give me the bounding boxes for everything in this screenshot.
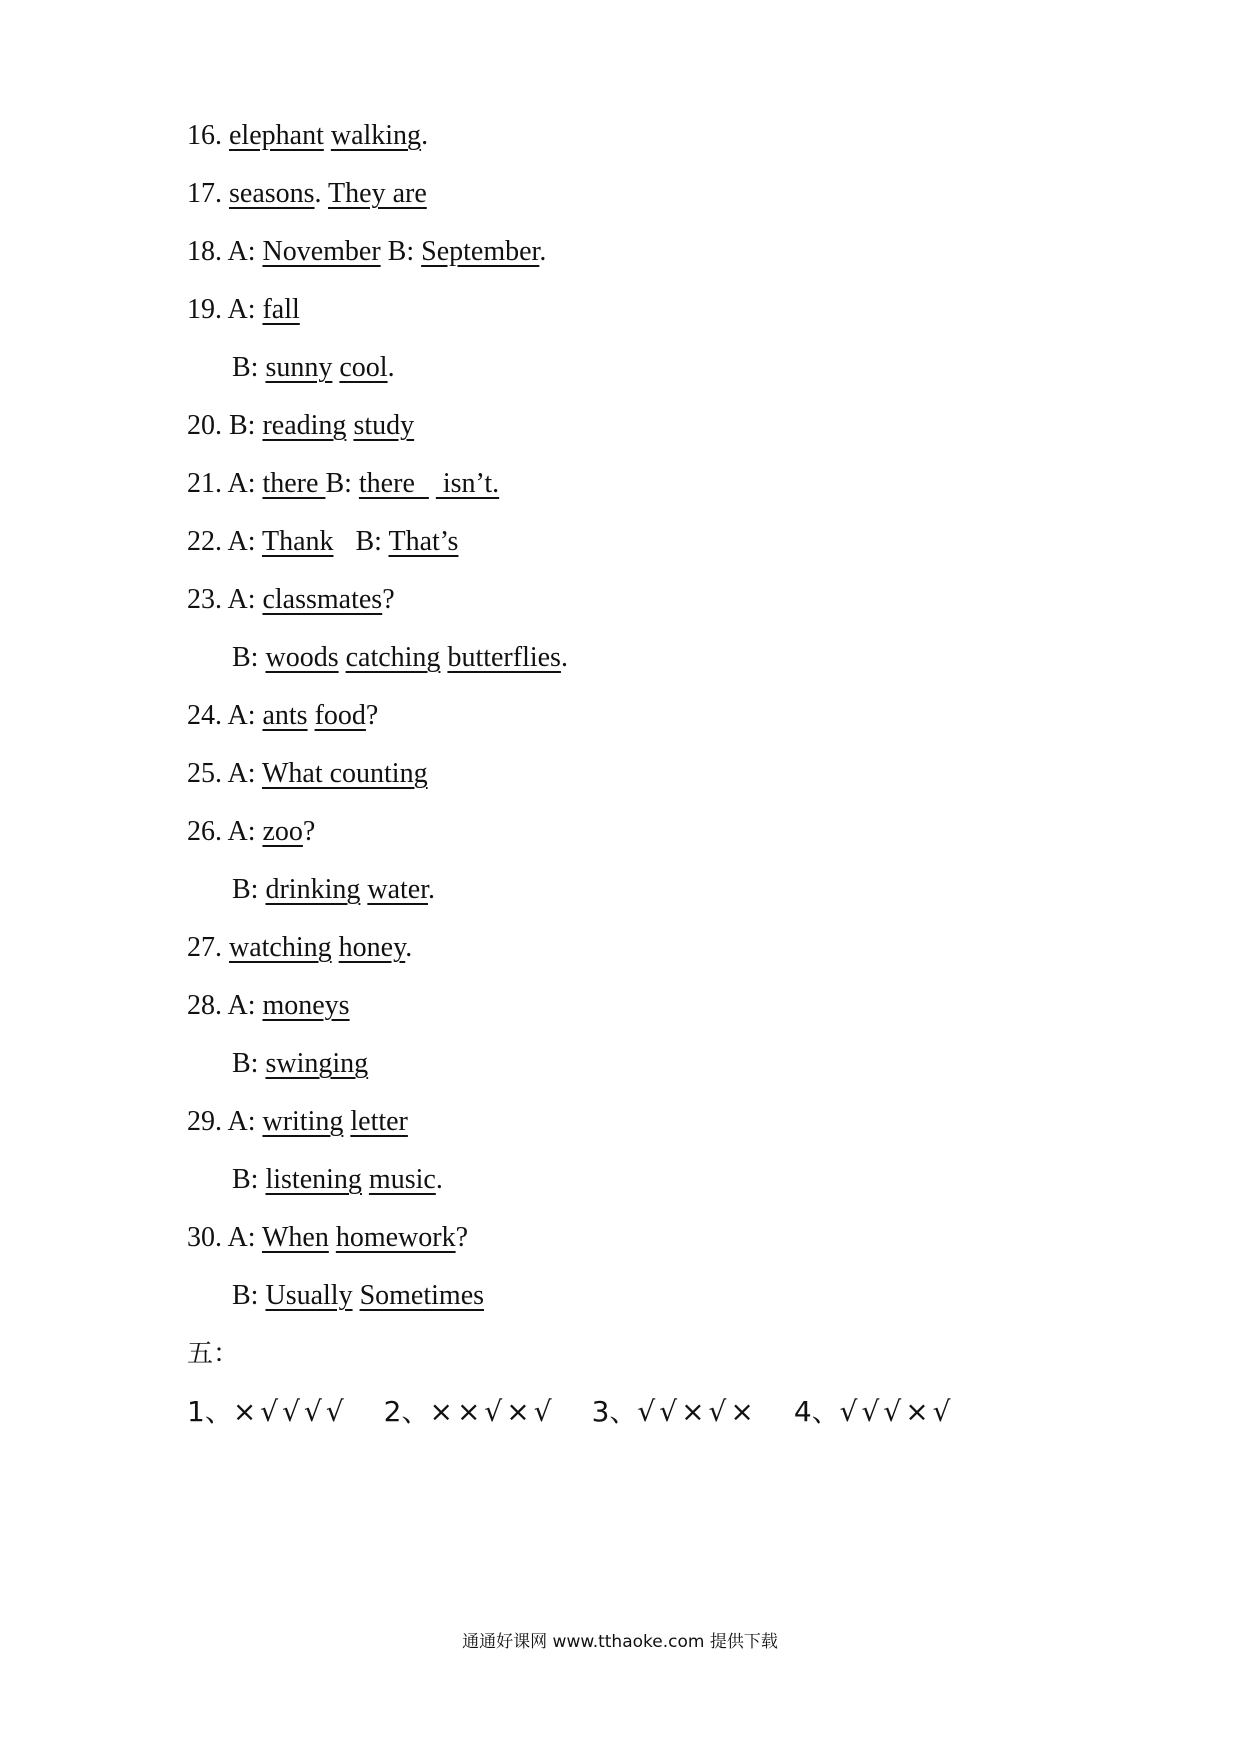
answer-word: They are (328, 178, 427, 209)
punctuation: . (428, 874, 435, 905)
answer-word: Thank (261, 526, 334, 557)
question-number: 25. (187, 758, 222, 789)
answer-word: isn’t. (435, 468, 500, 499)
answer-word: watching (229, 932, 332, 963)
question-number: 21. (187, 468, 222, 499)
answer-word: honey (338, 932, 406, 963)
answer-line-26a (187, 812, 315, 852)
answer-line-29a (187, 1102, 408, 1142)
answer-word: walking (330, 120, 422, 151)
answer-line-22 (187, 522, 458, 562)
punctuation: . (560, 642, 568, 673)
speaker-label: A: (227, 526, 256, 557)
speaker-label: B: (232, 874, 259, 905)
question-number: 17. (187, 178, 222, 209)
punctuation: ? (365, 700, 379, 731)
answer-line-21 (187, 464, 499, 504)
answer-group-2 (384, 1397, 563, 1428)
answer-line-24 (187, 696, 378, 736)
answer-line-23a (187, 580, 395, 620)
punctuation: . (539, 236, 547, 267)
answer-word: zoo (262, 816, 303, 847)
punctuation: . (314, 178, 322, 209)
question-number: 26. (187, 816, 222, 847)
speaker-label: A: (227, 468, 256, 499)
answer-line-29b (232, 1160, 443, 1200)
speaker-label: A: (227, 990, 256, 1021)
answer-word: When (261, 1222, 329, 1253)
answer-line-27 (187, 928, 412, 968)
speaker-label: B: (325, 468, 352, 499)
answer-line-20 (187, 406, 414, 446)
question-number: 19. (187, 294, 222, 325)
speaker-label: B: (232, 642, 259, 673)
speaker-label: B: (232, 1280, 259, 1311)
answer-group-4 (794, 1397, 955, 1428)
speaker-label: B: (232, 1048, 259, 1079)
answer-word: What counting (261, 758, 428, 789)
speaker-label: A: (227, 758, 256, 789)
question-number: 30. (187, 1222, 222, 1253)
answer-line-16 (187, 116, 428, 156)
question-number: 29. (187, 1106, 222, 1137)
answer-word: swinging (265, 1048, 369, 1079)
answer-word: reading (262, 410, 347, 441)
group-number: 3、 (591, 1395, 638, 1428)
answer-word: there (262, 468, 326, 499)
punctuation: . (387, 352, 395, 383)
question-number: 27. (187, 932, 222, 963)
answer-word: Usually (265, 1280, 353, 1311)
answer-word: homework (335, 1222, 456, 1253)
answer-word: music (368, 1164, 436, 1195)
section-heading (187, 1334, 239, 1374)
page-footer: 通通好课网 www.tthaoke.com 提供下载 (462, 1632, 778, 1652)
answer-word: fall (262, 294, 300, 325)
answer-word: Sometimes (359, 1280, 485, 1311)
question-number: 16. (187, 120, 222, 151)
question-number: 18. (187, 236, 222, 267)
answer-word: September (421, 236, 540, 267)
speaker-label: A: (227, 584, 256, 615)
answer-word: sunny (265, 352, 333, 383)
answer-word: cool (339, 352, 388, 383)
answer-word: butterflies (447, 642, 561, 673)
answer-word: classmates (262, 584, 383, 615)
punctuation: . (435, 1164, 443, 1195)
punctuation: . (405, 932, 413, 963)
answer-word: November (262, 236, 381, 267)
speaker-label: A: (227, 236, 256, 267)
answer-word: study (353, 410, 415, 441)
answer-line-26b (232, 870, 435, 910)
answer-word: That’s (388, 526, 459, 557)
true-false-answers (187, 1392, 955, 1432)
answer-word: water (367, 874, 428, 905)
speaker-label: B: (232, 352, 259, 383)
punctuation: ? (302, 816, 316, 847)
answer-line-19a (187, 290, 300, 330)
speaker-label: A: (227, 700, 256, 731)
question-number: 22. (187, 526, 222, 557)
answer-line-17 (187, 174, 427, 214)
answer-word: moneys (262, 990, 350, 1021)
question-number: 24. (187, 700, 222, 731)
question-number: 23. (187, 584, 222, 615)
punctuation: ? (455, 1222, 469, 1253)
group-number: 4、 (793, 1395, 840, 1428)
answer-word: drinking (265, 874, 361, 905)
question-number: 20. (187, 410, 222, 441)
answer-word: seasons (229, 178, 315, 209)
check-marks: √√√×√ (839, 1395, 955, 1428)
answer-word: there (358, 468, 429, 499)
answer-word: woods (265, 642, 339, 673)
punctuation: . (421, 120, 429, 151)
answer-word: letter (350, 1106, 408, 1137)
answer-line-25 (187, 754, 428, 794)
speaker-label: A: (227, 816, 256, 847)
speaker-label: B: (355, 526, 382, 557)
answer-word: ants (262, 700, 308, 731)
answer-line-30a (187, 1218, 468, 1258)
section-heading-text: 五： (187, 1339, 240, 1369)
question-number: 28. (187, 990, 222, 1021)
check-marks: √√×√× (637, 1395, 758, 1428)
speaker-label: B: (387, 236, 415, 267)
answer-line-23b (232, 638, 568, 678)
answer-word: catching (345, 642, 441, 673)
group-number: 1、 (187, 1395, 233, 1428)
answer-word: listening (265, 1164, 362, 1195)
check-marks: ×√√√√ (232, 1395, 348, 1428)
answer-word: writing (262, 1106, 344, 1137)
speaker-label: A: (227, 294, 256, 325)
check-marks: ××√×√ (429, 1395, 556, 1428)
answer-line-30b (232, 1276, 484, 1316)
answer-line-28b (232, 1044, 368, 1084)
answer-line-19b (232, 348, 395, 388)
answer-word: elephant (229, 120, 324, 151)
speaker-label: B: (229, 410, 256, 441)
speaker-label: A: (227, 1106, 256, 1137)
answer-line-18 (187, 232, 546, 272)
answer-group-1 (187, 1397, 355, 1428)
punctuation: ? (382, 584, 395, 615)
speaker-label: B: (232, 1164, 259, 1195)
answer-word: food (314, 700, 366, 731)
group-number: 2、 (383, 1395, 430, 1428)
answer-line-28a (187, 986, 350, 1026)
speaker-label: A: (227, 1222, 256, 1253)
answer-group-3 (592, 1397, 765, 1428)
